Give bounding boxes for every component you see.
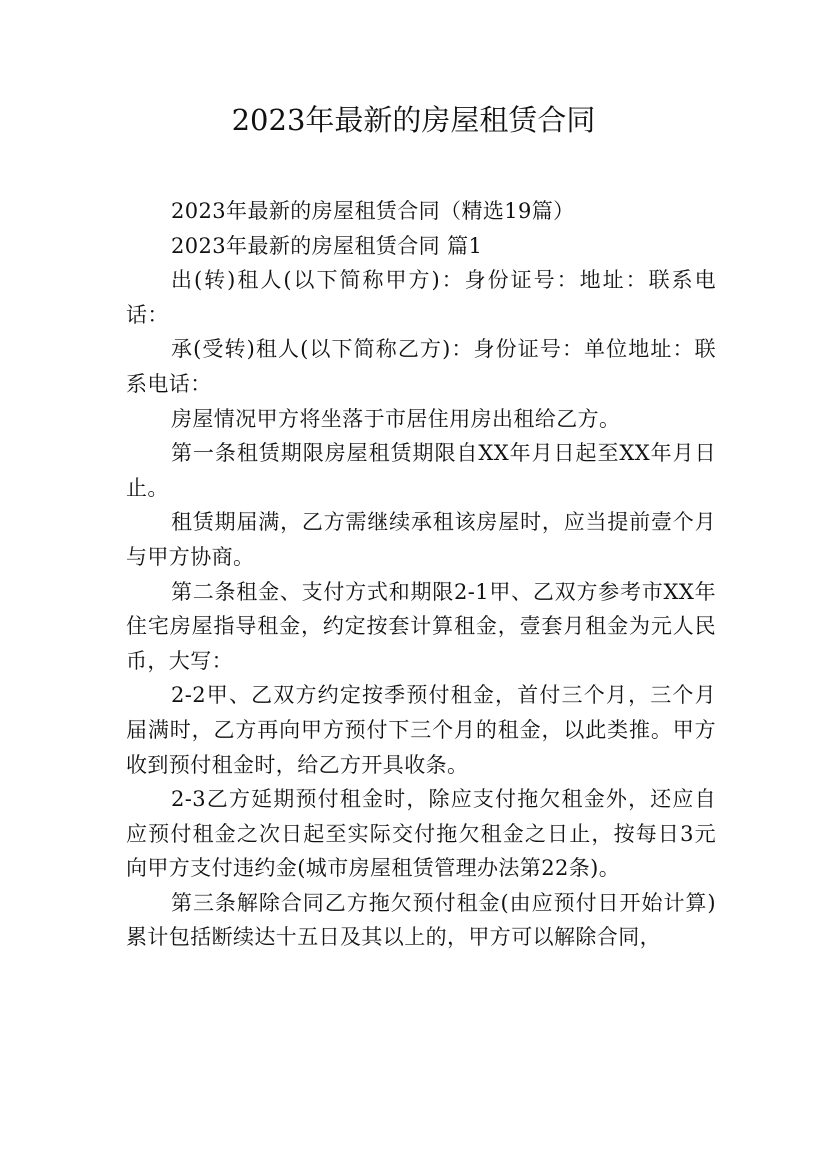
paragraph-lessee-info: 承(受转)租人(以下简称乙方)：身份证号：单位地址：联系电话：	[126, 337, 716, 396]
paragraph-clause-2-2: 2-2甲、乙双方约定按季预付租金，首付三个月，三个月届满时，乙方再向甲方预付下三个月的租金，以此类推。甲方收到预付租金时，给乙方开具收条。	[126, 683, 716, 777]
paragraph-lessor-info: 出(转)租人(以下简称甲方)：身份证号：地址：联系电话：	[126, 268, 716, 327]
paragraph-section-heading: 2023年最新的房屋租赁合同 篇1	[171, 233, 483, 258]
paragraph-subtitle: 2023年最新的房屋租赁合同（精选19篇）	[171, 199, 575, 223]
paragraph-article-2: 第二条租金、支付方式和期限2-1甲、乙双方参考市XX年住宅房屋指导租金，约定按套计算租金，壹套月租金为元人民币，大写：	[126, 579, 716, 673]
document-title: 2023年最新的房屋租赁合同	[231, 103, 596, 137]
paragraph-article-1: 第一条租赁期限房屋租赁期限自XX年月日起至XX年月日止。	[126, 441, 716, 500]
document-body	[126, 194, 716, 955]
paragraph-renewal: 租赁期届满，乙方需继续承租该房屋时，应当提前壹个月与甲方协商。	[126, 510, 716, 569]
paragraph-clause-2-3: 2-3乙方延期预付租金时，除应支付拖欠租金外，还应自应预付租金之次日起至实际交付拖欠租金之日止，按每日3元向甲方支付违约金(城市房屋租赁管理办法第22条)。	[126, 787, 716, 881]
paragraph-article-3: 第三条解除合同乙方拖欠预付租金(由应预付日开始计算)累计包括断续达十五日及其以上的，甲方可以解除合同，	[126, 890, 716, 950]
paragraph-property-info: 房屋情况甲方将坐落于市居住用房出租给乙方。	[171, 406, 621, 431]
